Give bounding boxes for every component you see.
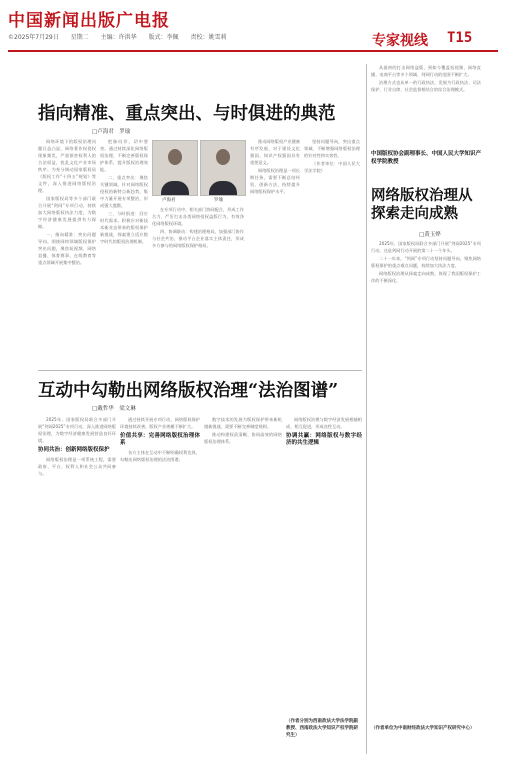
paragraph: 治理方式也从单一的行政执法，发展为行政执法、司法保护、行业自律、社会监督相结合的综合治理模式。 [371, 80, 481, 92]
paragraph: 二、重点突出：聚焦关键领域。针对网络版权侵权的新特点新趋势，集中力量开展专项整治，形成强大震慑。 [100, 175, 148, 208]
paper-name: 中国新闻出版广电报 [8, 11, 170, 31]
issue-weekday: 星期二 [70, 34, 89, 41]
paragraph: 网络环境下的版权治理问题日益凸显，网络著作权侵权现象频发，严重损害权利人的合法权益，扰乱文化产业市场秩序。为充分调动国家版权局《版权工作“十四五”规划》等文件，深入推进网络版权治理。 [38, 139, 96, 193]
article1-column-1 [38, 138, 96, 366]
author-photo-lu [152, 140, 198, 196]
paragraph: 网络版权治理是一项长期任务，需要不断总结经验、创新方法，持续提升网络版权保护水平。 [250, 168, 300, 194]
paragraph: 2025年，国家版权局联合多部门开展“剑网2025”专项行动。这是剑网行动开展的第二十一个年头。 [371, 241, 481, 253]
paragraph: 在专项行动中，相关部门协同配合，形成工作合力，严厉打击各类网络侵权盗版行为，有效净化网络版权环境。 [152, 207, 244, 226]
article1-title: 指向精准、重点突出、与时俱进的典范 [38, 104, 336, 124]
paragraph: 从最初的打击网络盗版，到如今覆盖短视频、网络直播、电商平台等多个领域，剑网行动的范围不断扩大。 [371, 65, 481, 77]
article3-author-note: （作者单位为中南财经政法大学知识产权研究中心） [371, 726, 475, 731]
paragraph: 数字技术的发展为版权保护带来新机遇新挑战，需要不断完善制度规则。 [204, 417, 282, 429]
paragraph: 坚持问题导向，突出重点领域，不断增强网络版权治理的针对性和实效性。 [304, 139, 360, 158]
paragraph: 推动构建权责清晰、协同高效的网络版权治理体系。 [204, 432, 282, 444]
paragraph: 各方主体在互动中不断明确权利边界，勾勒出网络版权治理的法治图谱。 [120, 450, 200, 462]
section-title: 专家视线 [372, 33, 428, 49]
article2-author-note: （作者分别为西南政法大学法学院副教授、西南政法大学知识产权学院研究生） [286, 719, 358, 738]
designer-credit: 版式：李佩 [148, 34, 179, 41]
paragraph: 一、指向精准：突出问题导向。围绕网络领域版权保护突出问题，聚焦短视频、网络直播、体育赛事、在线教育等重点领域开展集中整治。 [38, 232, 96, 265]
editor-credit: 主编：许洪华 [100, 34, 137, 41]
masthead [0, 0, 506, 58]
paragraph: 四、协调联动：构建治理格局。加强部门协作与社会共治，推动平台企业落实主体责任，形成多方参与的网络版权保护格局。 [152, 229, 244, 248]
issue-date: ©2025年7月29日 [8, 34, 59, 41]
article2-column-3 [204, 416, 282, 736]
article3-title: 网络版权治理从探索走向成熟 [371, 187, 473, 222]
subheading: 价值共享：完善网络版权治理体系 [120, 433, 200, 446]
author-photo-luo [200, 140, 246, 196]
paragraph: 国家版权局等多个部门联合开展“剑网”专项行动，持续加大网络版权执法力度，为数字经济健康发展提供有力保障。 [38, 196, 96, 229]
author-title-quote: 中国版权协会副理事长、中国人民大学知识产权学院教授 [371, 151, 482, 165]
section-divider [38, 370, 362, 371]
proof-credit: 责校：姚雪莉 [190, 34, 227, 41]
page-number: T15 [447, 30, 473, 46]
paragraph: 三、与时俱进：回应时代需求。积极应对新技术新业态带来的版权保护新挑战，探索建立适应数字时代的版权治理机制。 [100, 211, 148, 244]
paragraph: 网络版权治理从探索走向成熟，体现了我国版权保护工作的不断深化。 [371, 271, 481, 283]
subheading: 协同共治：创新网络版权保护 [38, 447, 110, 453]
author-caption-luo: 罗瑜 [214, 198, 223, 203]
article1-column-5 [304, 138, 360, 366]
masthead-rule [8, 50, 498, 52]
paragraph: 二十一年来，“剑网”专项行动坚持问题导向，聚焦网络版权保护的重点难点问题，持续加大执法力度。 [371, 256, 481, 268]
paragraph: 把脉问诊，切中要害。通过持续深化网络版权治理，不断完善版权保护体系，提升版权治理效能。 [100, 139, 148, 172]
issue-meta [8, 32, 236, 41]
column-divider [366, 64, 367, 754]
author-caption-lu: 卢海君 [162, 198, 176, 203]
paragraph: （作者单位：中国人民大学法学院） [304, 161, 360, 173]
article1-column-3 [152, 206, 244, 366]
article2-column-2 [120, 416, 200, 736]
subheading: 协调共赢：网络版权与数字经济的共生逻辑 [286, 433, 362, 446]
article2-column-4 [286, 416, 362, 716]
paragraph: 推动网络版权产业健康有序发展，对于建设文化强国、知识产权强国具有重要意义。 [250, 139, 300, 165]
article3-byline: □黄玉烨 [419, 232, 441, 238]
paragraph: 网络版权治理是一项系统工程，需要政府、平台、权利人和社会公众共同参与。 [38, 457, 116, 476]
article1-column-4 [250, 138, 300, 366]
article2-byline: □戴哲华 梁文琳 [92, 406, 136, 412]
article2-column-1 [38, 416, 116, 736]
paragraph: 2025年，国家版权局联合多部门开展“剑网2025”专项行动，深入推进网络版权治理，为数字经济健康发展营造良好环境。 [38, 417, 116, 443]
article3-column [371, 240, 481, 720]
article2-title: 互动中勾勒出网络版权治理“法治图谱” [38, 381, 339, 401]
paragraph: 通过持续开展专项行动，网络版权保护环境持续改善，版权产业规模不断扩大。 [120, 417, 200, 429]
article1-column-2 [100, 138, 148, 366]
paragraph: 网络版权治理与数字经济发展相辅相成、相互促进，形成良性互动。 [286, 417, 362, 429]
article1-byline: □卢海君 罗瑜 [92, 129, 131, 135]
